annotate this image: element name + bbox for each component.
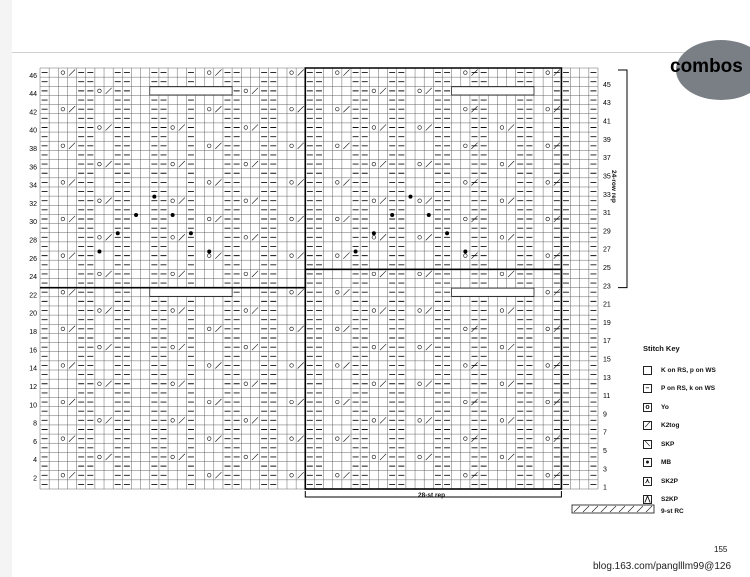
chart-grid bbox=[40, 68, 598, 489]
row-number-left: 40 bbox=[29, 127, 37, 135]
row-number-right: 31 bbox=[603, 210, 611, 218]
bobble-stitch bbox=[134, 213, 138, 217]
row-number-right: 19 bbox=[603, 319, 611, 327]
bobble-stitch bbox=[207, 250, 211, 254]
bobble-stitch bbox=[152, 195, 156, 199]
stitch-key-item bbox=[643, 421, 679, 431]
row-number-left: 10 bbox=[29, 402, 37, 410]
stitch-key-label: S2KP bbox=[661, 496, 678, 503]
row-number-left: 42 bbox=[29, 109, 37, 117]
cable-9st-rc bbox=[452, 288, 534, 296]
cable-key-label: 9-st RC bbox=[661, 508, 684, 515]
stitch-symbol-icon: ⋀ bbox=[644, 496, 651, 503]
row-number-left: 4 bbox=[33, 457, 37, 465]
repeat-24-row-label: 24-row rep bbox=[610, 170, 617, 203]
bobble-stitch bbox=[354, 250, 358, 254]
row-number-right: 9 bbox=[603, 411, 607, 419]
repeat-28-st-label: 28-st rep bbox=[418, 492, 446, 499]
row-number-right: 43 bbox=[603, 100, 611, 108]
page-title: combos bbox=[670, 56, 743, 77]
row-number-left: 14 bbox=[29, 365, 37, 373]
row-number-left: 44 bbox=[29, 91, 37, 99]
row-number-right: 15 bbox=[603, 356, 611, 364]
row-number-left: 32 bbox=[29, 200, 37, 208]
row-number-left: 30 bbox=[29, 219, 37, 227]
row-number-right: 27 bbox=[603, 246, 611, 254]
row-number-right: 3 bbox=[603, 466, 607, 474]
stitch-key-item bbox=[643, 476, 678, 486]
row-number-right: 39 bbox=[603, 136, 611, 144]
row-number-left: 46 bbox=[29, 72, 37, 80]
stitch-key-item bbox=[643, 458, 671, 468]
stitch-key-label: MB bbox=[661, 459, 672, 466]
row-number-right: 11 bbox=[603, 393, 611, 401]
bobble-stitch bbox=[171, 213, 175, 217]
row-number-left: 18 bbox=[29, 329, 37, 337]
row-number-left: 2 bbox=[33, 475, 37, 483]
row-number-left: 34 bbox=[29, 182, 37, 190]
stitch-key-label: Yo bbox=[661, 403, 669, 411]
row-number-right: 7 bbox=[603, 429, 607, 437]
cable-9st-rc bbox=[452, 87, 534, 95]
stitch-key-item bbox=[643, 384, 715, 394]
bobble-stitch bbox=[97, 250, 101, 254]
row-number-left: 12 bbox=[29, 383, 37, 391]
bobble-stitch bbox=[189, 231, 193, 235]
row-number-right: 23 bbox=[603, 283, 611, 291]
bobble-stitch bbox=[390, 213, 394, 217]
stitch-symbol-icon: o bbox=[643, 403, 652, 412]
row-number-right: 5 bbox=[603, 448, 607, 456]
stitch-symbol-icon: ⋏ bbox=[644, 477, 651, 485]
stitch-key-item bbox=[643, 365, 716, 375]
cable-9st-rc bbox=[150, 87, 232, 95]
stitch-key-label: K on RS, p on WS bbox=[661, 366, 716, 374]
row-number-right: 45 bbox=[603, 81, 611, 89]
stitch-key-item bbox=[643, 439, 674, 449]
stitch-key-title: Stitch Key bbox=[643, 344, 680, 353]
row-number-right: 21 bbox=[603, 301, 611, 309]
stitch-symbol-icon: ⟍ bbox=[643, 440, 652, 449]
row-number-right: 25 bbox=[603, 264, 611, 272]
stitch-key-label: SK2P bbox=[661, 477, 678, 485]
row-number-left: 8 bbox=[33, 420, 37, 428]
row-number-right: 41 bbox=[603, 118, 611, 126]
page-number: 155 bbox=[714, 545, 728, 554]
bobble-stitch bbox=[408, 195, 412, 199]
row-number-right: 13 bbox=[603, 374, 611, 382]
bobble-stitch bbox=[445, 231, 449, 235]
row-number-left: 16 bbox=[29, 347, 37, 355]
repeat-24-bracket bbox=[618, 70, 627, 288]
bobble-stitch bbox=[463, 250, 467, 254]
cable-9st-rc bbox=[150, 288, 232, 296]
row-number-right: 33 bbox=[603, 191, 611, 199]
row-number-left: 24 bbox=[29, 274, 37, 282]
row-number-right: 1 bbox=[603, 484, 607, 492]
stitch-key-item bbox=[643, 495, 678, 505]
row-number-right: 17 bbox=[603, 338, 611, 346]
stitch-symbol-icon: – bbox=[643, 384, 652, 393]
bobble-stitch bbox=[427, 213, 431, 217]
stitch-key-label: K2tog bbox=[661, 422, 680, 429]
stitch-key-item bbox=[643, 402, 669, 412]
stitch-key-label: SKP bbox=[661, 440, 675, 448]
row-number-left: 26 bbox=[29, 255, 37, 263]
row-number-left: 6 bbox=[33, 438, 37, 446]
row-number-left: 20 bbox=[29, 310, 37, 318]
row-number-right: 29 bbox=[603, 228, 611, 236]
row-number-left: 36 bbox=[29, 164, 37, 172]
stitch-key-label: P on RS, k on WS bbox=[661, 385, 716, 392]
row-number-left: 28 bbox=[29, 237, 37, 245]
bobble-stitch bbox=[372, 231, 376, 235]
stitch-symbol-icon: ⟋ bbox=[643, 421, 652, 430]
row-number-right: 35 bbox=[603, 173, 611, 181]
stitch-symbol-icon: ● bbox=[643, 458, 652, 467]
row-number-left: 22 bbox=[29, 292, 37, 300]
stitch-symbol-icon bbox=[643, 366, 652, 375]
watermark: blog.163.com/panglllm99@126 bbox=[593, 561, 732, 572]
row-number-right: 37 bbox=[603, 155, 611, 163]
bobble-stitch bbox=[116, 231, 120, 235]
row-number-left: 38 bbox=[29, 146, 37, 153]
